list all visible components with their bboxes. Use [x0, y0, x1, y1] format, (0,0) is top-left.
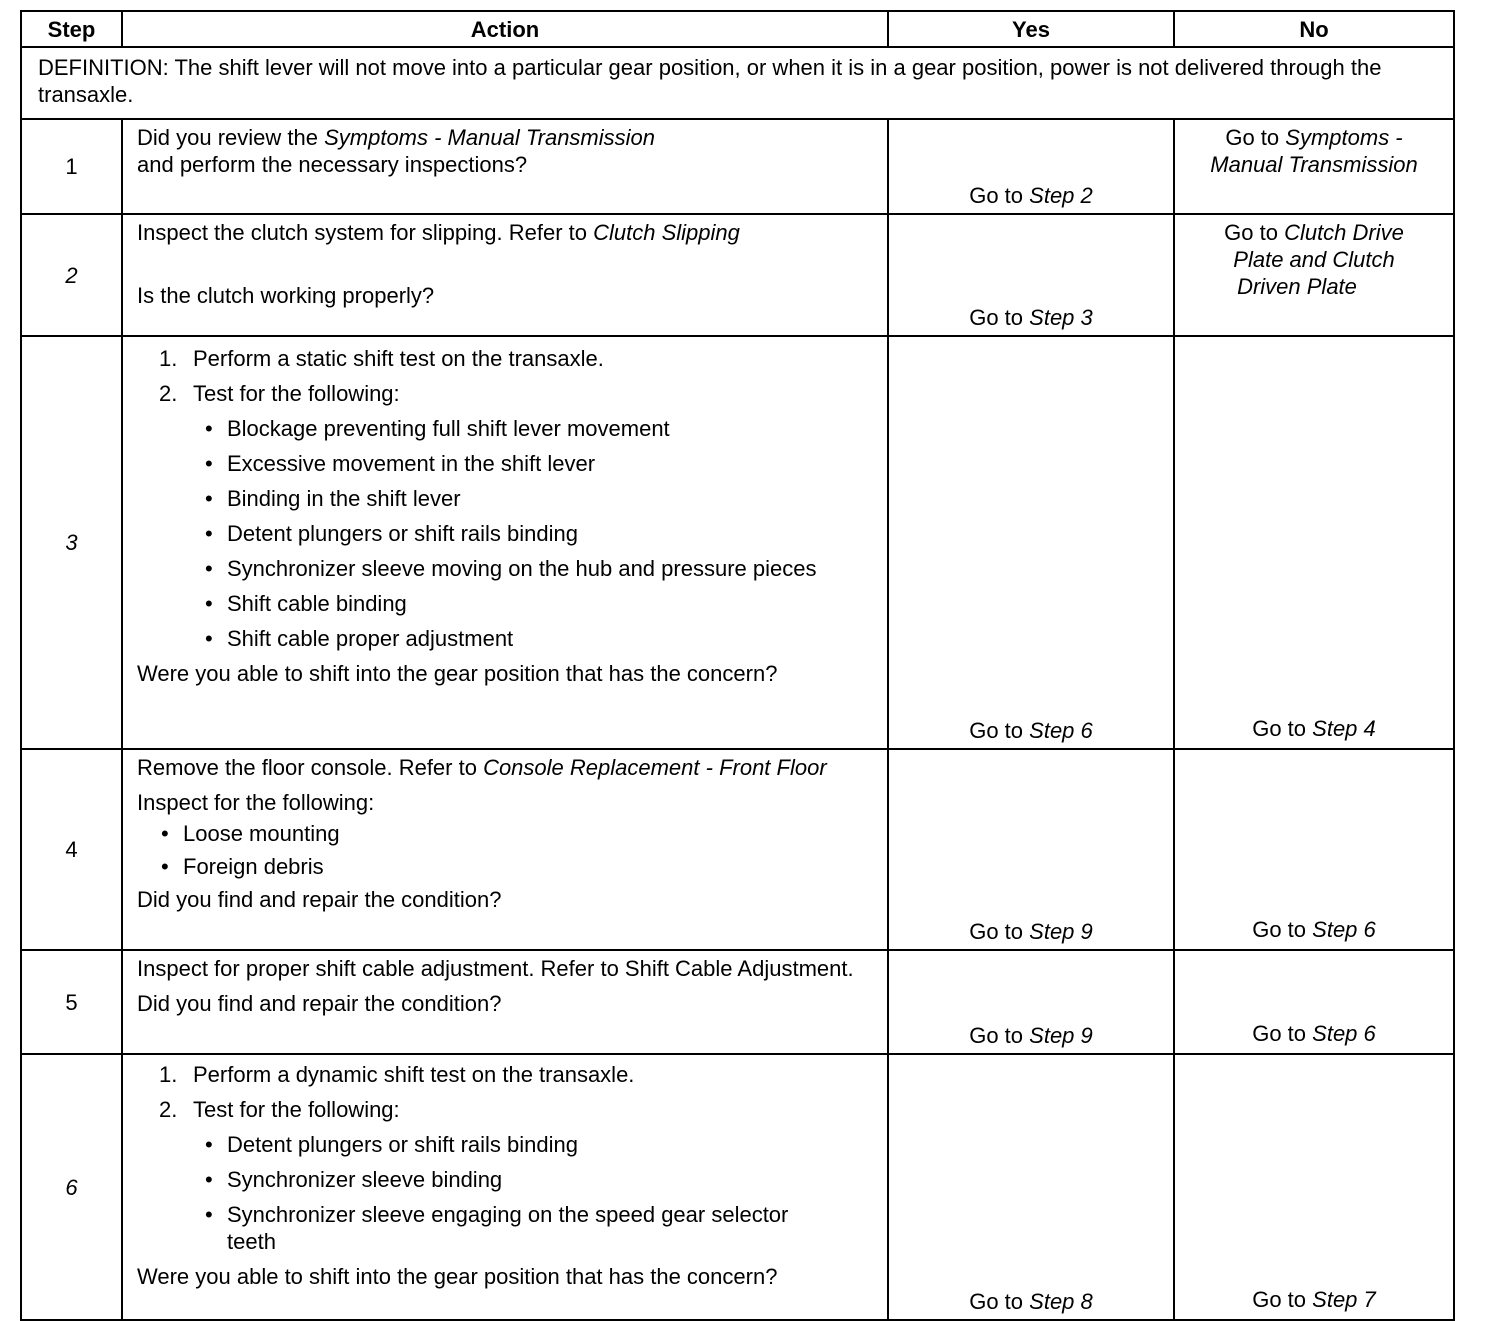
no-reference: Symptoms - — [1285, 125, 1403, 150]
no-reference: Step 6 — [1312, 1021, 1376, 1046]
action-cell — [122, 119, 888, 214]
list-item: 1. Perform a dynamic shift test on the transaxle. — [159, 1062, 635, 1087]
no-reference: Plate and Clutch — [1233, 247, 1395, 272]
no-reference: Step 7 — [1312, 1287, 1376, 1312]
no-cell — [1174, 1054, 1454, 1320]
list-item: • Shift cable binding — [137, 590, 875, 617]
list-item: • Synchronizer sleeve binding — [137, 1166, 875, 1193]
definition-text: DEFINITION: The shift lever will not move into a particular gear position, or when it is in a gear position, power is not delivered through the transaxle. — [21, 47, 1454, 119]
list-item: 1. Perform a static shift test on the transaxle. — [159, 346, 604, 371]
list-item-text: Test for the following: — [193, 1097, 400, 1122]
action-reference: Console Replacement - Front Floor — [483, 755, 827, 780]
list-item: • Excessive movement in the shift lever — [137, 450, 875, 477]
list-item: 2. Test for the following: — [159, 381, 400, 406]
action-text: and perform the necessary inspections? — [137, 152, 528, 177]
list-item: • Synchronizer sleeve moving on the hub and pressure pieces — [137, 555, 875, 582]
step-number: 1 — [21, 119, 122, 214]
action-cell — [122, 336, 888, 749]
step-number: 2 — [21, 214, 122, 336]
yes-cell — [888, 1054, 1174, 1320]
diagnostic-table — [20, 10, 1455, 1321]
action-question: Were you able to shift into the gear position that has the concern? — [137, 661, 778, 686]
no-cell — [1174, 950, 1454, 1054]
no-reference: Manual Transmission — [1210, 152, 1418, 177]
list-item: • Shift cable proper adjustment — [137, 625, 875, 652]
table-row — [21, 950, 1454, 1054]
header-step: Step — [21, 11, 122, 47]
definition-row — [21, 47, 1454, 119]
table-row — [21, 336, 1454, 749]
table-row — [21, 749, 1454, 950]
header-row — [21, 11, 1454, 47]
action-reference: Symptoms - Manual Transmission — [324, 125, 655, 150]
step-number: 6 — [21, 1054, 122, 1320]
list-item: • Blockage preventing full shift lever movement — [137, 415, 875, 442]
no-reference: Step 6 — [1312, 917, 1376, 942]
yes-reference: Step 9 — [1029, 919, 1093, 944]
go-to-label: Go to — [969, 1023, 1024, 1048]
go-to-label: Go to — [969, 718, 1024, 743]
yes-cell — [888, 119, 1174, 214]
action-cell — [122, 749, 888, 950]
action-reference: Clutch Slipping — [593, 220, 740, 245]
list-item-text: Test for the following: — [193, 381, 400, 406]
go-to-label: Go to — [969, 305, 1024, 330]
action-text: Inspect for the following: — [137, 790, 375, 815]
numbered-list — [137, 1061, 875, 1123]
header-action: Action — [122, 11, 888, 47]
table-row — [21, 119, 1454, 214]
go-to-label: Go to — [969, 1289, 1024, 1314]
yes-reference: Step 9 — [1029, 1023, 1093, 1048]
go-to-label: Go to — [1224, 220, 1278, 245]
action-text: Remove the floor console. Refer to — [137, 755, 484, 780]
go-to-label: Go to — [969, 919, 1024, 944]
list-item: • Binding in the shift lever — [137, 485, 875, 512]
no-reference: Step 4 — [1312, 716, 1376, 741]
yes-cell — [888, 214, 1174, 336]
numbered-list — [137, 345, 875, 407]
action-text: Did you review the — [137, 125, 325, 150]
go-to-label: Go to — [1252, 917, 1307, 942]
no-cell — [1174, 336, 1454, 749]
list-item: • Detent plungers or shift rails binding — [137, 1131, 875, 1158]
action-cell — [122, 1054, 888, 1320]
list-item: • Foreign debris — [137, 853, 875, 880]
go-to-label: Go to — [1252, 1021, 1307, 1046]
header-yes: Yes — [888, 11, 1174, 47]
no-cell — [1174, 214, 1454, 336]
yes-cell — [888, 950, 1174, 1054]
action-question: Were you able to shift into the gear position that has the concern? — [137, 1264, 778, 1289]
no-cell — [1174, 749, 1454, 950]
no-cell — [1174, 119, 1454, 214]
action-question: Did you find and repair the condition? — [137, 887, 502, 912]
bullet-list — [137, 1131, 875, 1255]
list-item: • Detent plungers or shift rails binding — [137, 520, 875, 547]
step-number: 3 — [21, 336, 122, 749]
list-item-text: Perform a dynamic shift test on the transaxle. — [193, 1062, 635, 1087]
step-number: 4 — [21, 749, 122, 950]
action-question: Is the clutch working properly? — [137, 283, 435, 308]
action-cell — [122, 950, 888, 1054]
yes-cell — [888, 336, 1174, 749]
action-text: Inspect the clutch system for slipping. Refer to — [137, 220, 594, 245]
no-reference: Driven Plate — [1237, 274, 1357, 299]
table-row — [21, 214, 1454, 336]
yes-reference: Step 3 — [1029, 305, 1093, 330]
action-question: Did you find and repair the condition? — [137, 991, 502, 1016]
action-text: Inspect for proper shift cable adjustment. Refer to Shift Cable Adjustment. — [137, 956, 854, 981]
go-to-label: Go to — [1225, 125, 1280, 150]
yes-reference: Step 6 — [1029, 718, 1093, 743]
go-to-label: Go to — [969, 183, 1024, 208]
yes-reference: Step 2 — [1029, 183, 1093, 208]
yes-reference: Step 8 — [1029, 1289, 1093, 1314]
list-item: • Loose mounting — [137, 820, 875, 847]
no-reference: Clutch Drive — [1284, 220, 1404, 245]
step-number: 5 — [21, 950, 122, 1054]
action-cell — [122, 214, 888, 336]
go-to-label: Go to — [1252, 1287, 1307, 1312]
bullet-list — [137, 820, 875, 880]
header-no: No — [1174, 11, 1454, 47]
list-item-text: Perform a static shift test on the transaxle. — [193, 346, 604, 371]
list-item: 2. Test for the following: — [159, 1097, 400, 1122]
table-row — [21, 1054, 1454, 1320]
bullet-list — [137, 415, 875, 652]
yes-cell — [888, 749, 1174, 950]
go-to-label: Go to — [1252, 716, 1307, 741]
list-item: • Synchronizer sleeve engaging on the speed gear selector teeth — [137, 1201, 875, 1255]
